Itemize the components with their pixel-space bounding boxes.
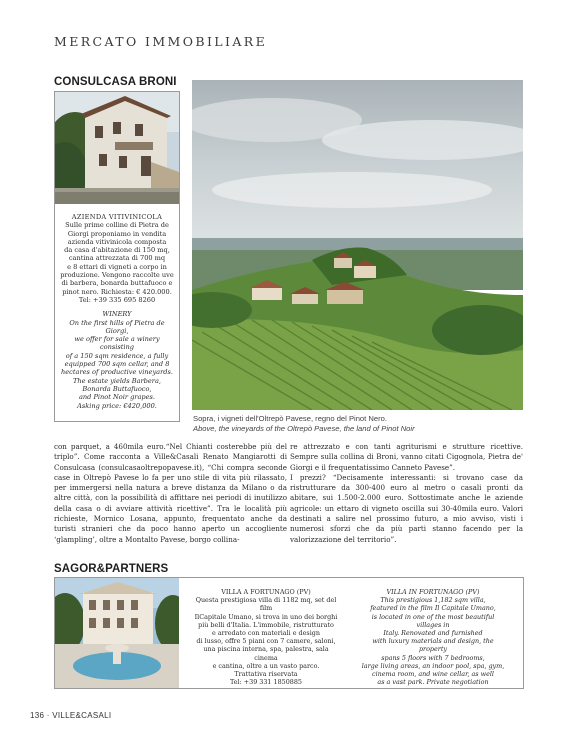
villa-line-en: is located in one of the most beautiful villages in <box>371 612 495 629</box>
villa-line-en: spans 5 floors with 7 bedrooms, <box>381 653 485 662</box>
villa-line-en: This prestigious 1,182 sqm villa, <box>380 596 486 605</box>
section-title-consulcasa: CONSULCASA BRONI <box>54 76 177 88</box>
villa-line: e cantina, oltre a un vasto parco. <box>212 661 320 670</box>
villa-line-en: with luxury materials and design, the property <box>372 637 494 654</box>
villa-line: Questa prestigiosa villa di 1182 mq, set del film <box>195 596 337 613</box>
villa-title-it: VILLA A FORTUNAGO (PV) <box>221 588 311 596</box>
villa-line: Trattativa riservata <box>234 670 298 679</box>
listing-box-villa <box>54 577 524 689</box>
villa-line: una piscina interna, spa, palestra, sala cinema <box>203 645 329 662</box>
winery-title-it: AZIENDA VITIVINICOLA <box>71 213 163 221</box>
villa-line-en: large living areas, an indoor pool, spa, gym, <box>361 661 505 670</box>
winery-line-en: equipped 700 sqm cellar, and 8 <box>64 360 170 369</box>
winery-line: da casa d'abitazione di 150 mq, <box>64 246 170 255</box>
winery-line: di barbera, bonarda buttafuoco e <box>61 279 173 288</box>
vineyard-photo <box>192 80 523 410</box>
listing-box-winery <box>54 91 180 422</box>
winery-title-en: WINERY <box>102 310 132 319</box>
villa-line-en: featured in the film Il Capitale Umano, <box>370 604 496 613</box>
winery-phone: Tel: +39 335 695 8260 <box>78 295 156 304</box>
caption-it: Sopra, i vigneti dell'Oltrepò Pavese, regno del Pinot Nero. <box>193 414 387 423</box>
article-column-1: con parquet, a 460mila euro.“Nel Chianti costerebbe più del triplo”. Come racconta a Ville&Casali Renato Mangiarotti di Consulcasa (consulcasaoltrepopavese.it), “Chi compra seconde case in Oltrepò Pavese lo fa per uno stile di vita più rilassato, per immergersi nella natura a breve distanza da Milano o da altre città, con la possibilità di affittare nei periodi di inutilizzo della casa o di avviare attività ricettive”. Tra le località più richieste, Mornico Losana, appunto, frequentato anche da turisti stranieri che da poco hanno aperto un accogliente ‘glampling’, oltre a Montalto Pavese, borgo collina- <box>54 442 287 544</box>
article-paragraph: I prezzi? “Decisamente interessanti: si trovano case da ristrutturare da 300-400 euro al metro o casali pronti da abitare, sui 1.500-2.000 euro. Sottostimate anche le aziende agricole: un ettaro di vigneto oscilla sui 30-40mila euro. Valori destinati a salire nel prossimo futuro, a mio avviso, visti i numerosi sforzi che da più parti stanno facendo per la valorizzazione del territorio”. <box>290 472 523 544</box>
winery-line: cantina attrezzata di 700 mq <box>68 254 166 263</box>
winery-line-en: Bonarda Buttafuoco, <box>82 384 152 393</box>
page-footer: 136 · VILLE&CASALI <box>30 711 112 720</box>
winery-line: Giorgi proponiamo in vendita <box>67 229 167 238</box>
winery-line-en: hectares of productive vineyards. <box>61 368 173 377</box>
photo-caption <box>193 414 523 434</box>
villa-line: IlCapitale Umano, si trova in uno dei borghi <box>194 612 338 621</box>
winery-line: e 8 ettari di vigneti a corpo in <box>67 262 167 271</box>
villa-line: più belli d'Italia. L'immobile, ristrutturato <box>198 620 334 629</box>
winery-line: Sulle prime colline di Pietra de <box>65 221 169 230</box>
winery-line-en: of a 150 sqm residence, a fully <box>65 351 169 360</box>
winery-line: pinot nero. Richiesta: € 420.000. <box>62 287 172 296</box>
villa-line-en: as a vast park. Private negotiation <box>377 678 489 687</box>
house-photo <box>55 92 179 204</box>
winery-description <box>58 213 176 410</box>
winery-line: azienda vitivinicola composta <box>67 237 167 246</box>
article-column-2 <box>290 442 523 545</box>
caption-en: Above, the vineyards of the Oltrepò Pavese, the land of Pinot Noir <box>193 424 415 433</box>
winery-price-en: Asking price: €420,000. <box>77 401 157 410</box>
villa-line-en: Italy. Renovated and furnished <box>383 629 483 638</box>
villa-description-en <box>359 588 507 686</box>
villa-phone: Tel: +39 331 1850885 <box>230 678 302 687</box>
winery-line-en: and Pinot Noir grapes. <box>78 393 155 402</box>
villa-line: e arredato con materiali e design <box>212 629 320 638</box>
section-title-sagor: SAGOR&PARTNERS <box>54 563 169 575</box>
page-header: MERCATO IMMOBILIARE <box>54 34 268 49</box>
villa-description-it <box>192 588 340 686</box>
villa-title-en: VILLA IN FORTUNAGO (PV) <box>386 588 480 596</box>
villa-line-en: cinema room, and wine cellar, as well <box>372 670 494 679</box>
villa-photo <box>55 578 179 688</box>
winery-line-en: On the first hills of Pietra de Giorgi, <box>69 318 165 335</box>
villa-line: di lusso, offre 5 piani con 7 camere, saloni, <box>196 637 336 646</box>
winery-line: produzione. Vengono raccolte uve <box>60 271 174 280</box>
article-paragraph: re attrezzato e con tanti agriturismi e strutture ricettive. Sempre sulla collina di Broni, vanno citati Cigognola, Pietra de' Giorgi e il frequentatissimo Canneto Pavese”. <box>290 442 523 472</box>
winery-line-en: The estate yields Barbera, <box>73 376 161 385</box>
winery-line-en: we offer for sale a winery consisting <box>74 335 160 352</box>
